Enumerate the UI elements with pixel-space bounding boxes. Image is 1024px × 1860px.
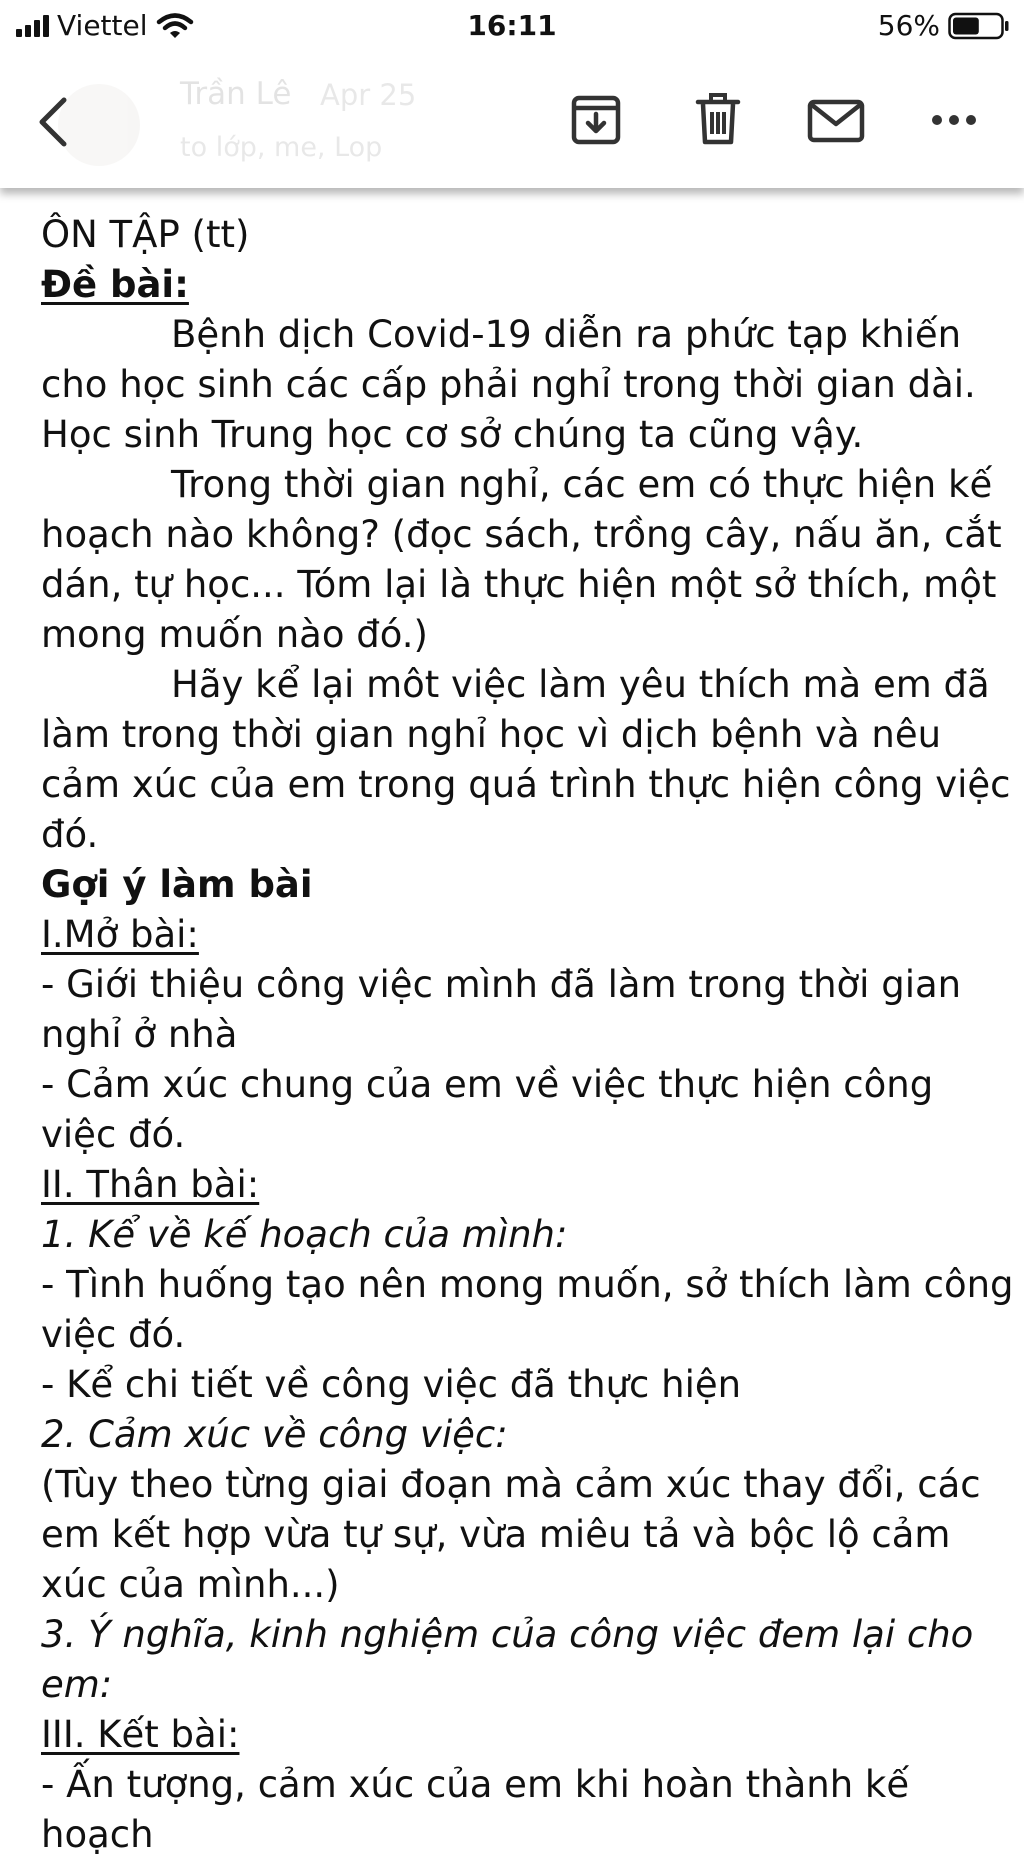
status-bar (0, 0, 1024, 52)
than-bai-sub-1: 1. Kể về kế hoạch của mình: (41, 1213, 568, 1256)
status-time: 16:11 (467, 9, 557, 42)
than-bai-item-2: (Tùy theo từng giai đoạn mà cảm xúc thay đổi, các em kết hợp vừa tự sự, vừa miêu tả và bộc lộ cảm xúc của mình...) (41, 1463, 981, 1606)
trash-icon[interactable] (694, 92, 742, 148)
recipients: to lớp, me, Lop (180, 132, 383, 163)
than-bai-item-1b: - Kể chi tiết về công việc đã thực hiện (41, 1363, 742, 1406)
mo-bai-item-1: - Giới thiệu công việc mình đã làm trong thời gian nghỉ ở nhà (41, 963, 962, 1056)
battery-group (878, 8, 1010, 44)
goi-y-heading: Gợi ý làm bài (41, 863, 313, 906)
archive-icon[interactable] (570, 92, 622, 148)
de-bai-label: Đề bài: (41, 263, 189, 306)
para-3: Hãy kể lại môt việc làm yêu thích mà em đã làm trong thời gian nghỉ học vì dịch bệnh và nêu cảm xúc của em trong quá trình thực hiện công việc đó. (41, 663, 1011, 856)
sender-name: Trần Lê (180, 76, 292, 112)
than-bai-item-1a: - Tình huống tạo nên mong muốn, sở thích làm công việc đó. (41, 1263, 1014, 1356)
ket-bai-item-1: - Ấn tượng, cảm xúc của em khi hoàn thành kế hoạch (41, 1763, 910, 1856)
mail-icon[interactable] (806, 92, 866, 148)
para-1: Bệnh dịch Covid-19 diễn ra phức tạp khiến cho học sinh các cấp phải nghỉ trong thời gian dài. Học sinh Trung học cơ sở chúng ta cũng vậy. (41, 313, 976, 456)
para-2: Trong thời gian nghỉ, các em có thực hiện kế hoạch nào không? (đọc sách, trồng cây, nấu ăn, cắt dán, tự học... Tóm lại là thực hiện một sở thích, một mong muốn nào đó.) (41, 463, 1002, 656)
ket-bai-heading: III. Kết bài: (41, 1713, 240, 1756)
email-title: ÔN TẬP (tt) (41, 213, 250, 256)
battery-icon (948, 12, 1010, 40)
mo-bai-item-2: - Cảm xúc chung của em về việc thực hiện công việc đó. (41, 1063, 934, 1156)
than-bai-sub-3: 3. Ý nghĩa, kinh nghiệm của công việc đem lại cho em: (41, 1613, 974, 1706)
than-bai-heading: II. Thân bài: (41, 1163, 260, 1206)
carrier-name: Viettel (57, 9, 148, 42)
email-toolbar (0, 52, 1024, 188)
battery-percent: 56% (877, 9, 940, 42)
email-date: Apr 25 (320, 78, 417, 112)
email-body (41, 210, 1016, 1860)
back-icon[interactable] (30, 92, 82, 152)
than-bai-sub-2: 2. Cảm xúc về công việc: (41, 1413, 508, 1456)
more-icon[interactable] (928, 92, 980, 148)
mo-bai-heading: I.Mở bài: (41, 913, 199, 956)
